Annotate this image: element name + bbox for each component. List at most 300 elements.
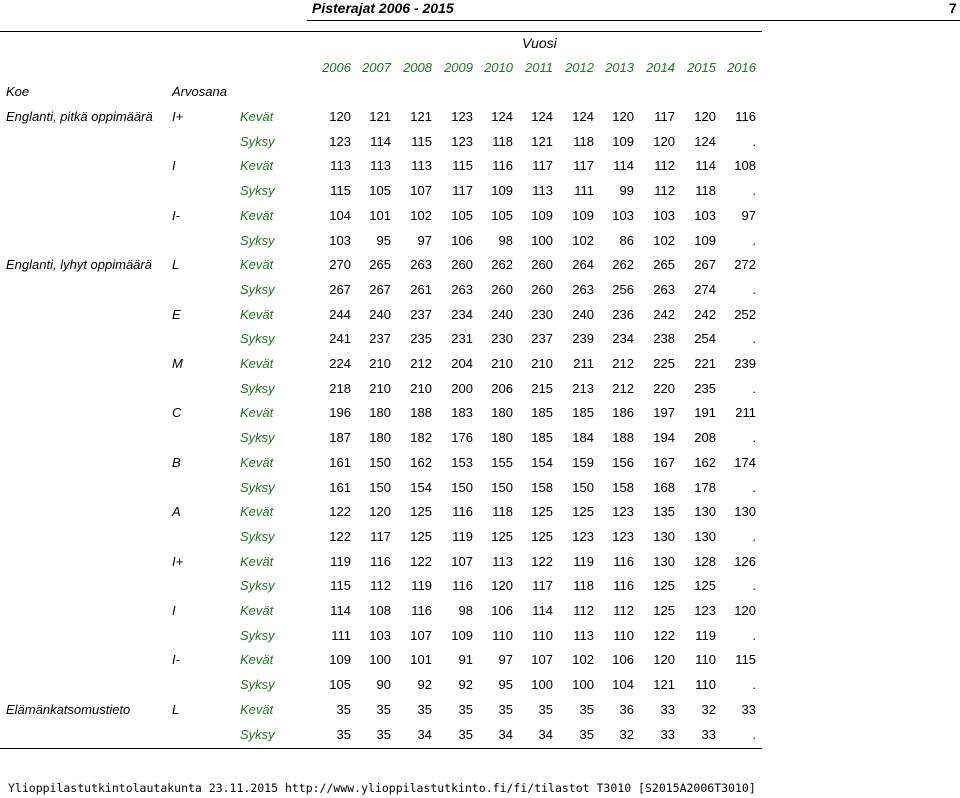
score-cell: 112 [573,603,594,618]
score-cell: 121 [653,677,675,692]
score-cell: 224 [329,356,351,371]
score-cell: 112 [370,578,391,593]
page-header-title: Pisterajat 2006 - 2015 [312,0,454,16]
grade-label: B [172,455,181,470]
year-header: 2008 [403,60,432,75]
score-cell: 125 [410,529,432,544]
score-cell: 154 [410,480,432,495]
score-cell: 237 [531,331,553,346]
score-cell: 128 [694,554,716,569]
score-cell: 115 [735,652,756,667]
score-cell: 182 [410,430,432,445]
score-cell: 116 [452,578,473,593]
score-cell: 103 [612,208,634,223]
score-cell: 92 [417,677,432,692]
score-cell: 116 [411,603,432,618]
score-cell: 95 [498,677,513,692]
score-cell: 208 [694,430,716,445]
year-header: 2010 [484,60,513,75]
score-cell: 122 [329,504,351,519]
score-cell: 118 [573,134,594,149]
score-cell: 221 [694,356,716,371]
score-cell: 101 [410,652,432,667]
score-cell: 242 [653,307,675,322]
season-label: Kevät [240,109,274,124]
score-cell: 100 [531,233,553,248]
score-cell: 161 [329,455,351,470]
score-cell: 272 [734,257,756,272]
column-header-arvosana: Arvosana [172,84,227,99]
score-cell: 124 [491,109,513,124]
score-cell: 123 [572,529,594,544]
score-cell: 150 [369,455,391,470]
season-label: Syksy [240,727,275,742]
score-cell: 120 [612,109,634,124]
year-header: 2007 [362,60,391,75]
grade-label: L [172,257,180,272]
score-cell: 110 [695,677,716,692]
score-cell: 240 [572,307,594,322]
score-cell: 86 [619,233,634,248]
score-cell: 210 [491,356,513,371]
score-cell: 120 [369,504,391,519]
year-group-label: Vuosi [522,35,557,51]
score-cell: 120 [653,134,675,149]
score-cell: 35 [579,702,594,717]
score-cell: 32 [701,702,716,717]
score-cell: 35 [498,702,513,717]
score-cell: 35 [579,727,594,742]
page-footer: Ylioppilastutkintolautakunta 23.11.2015 http://www.ylioppilastutkinto.fi/fi/tilastot T3010 [S2015A2006T3010] [8,781,756,795]
score-cell: 238 [653,331,675,346]
score-cell: 115 [411,134,432,149]
score-cell: 239 [734,356,756,371]
score-cell: 180 [491,430,513,445]
score-cell: 116 [613,578,634,593]
score-cell: 103 [329,233,351,248]
score-cell: 267 [694,257,716,272]
score-cell: 119 [573,554,594,569]
score-cell: 91 [458,652,473,667]
score-cell: 117 [452,183,473,198]
season-label: Kevät [240,405,274,420]
season-label: Kevät [240,257,274,272]
score-cell: 215 [531,381,553,396]
score-cell: 211 [735,405,756,420]
score-cell: 240 [369,307,391,322]
score-cell: . [752,480,756,495]
score-cell: 206 [491,381,513,396]
score-cell: 262 [612,257,634,272]
score-cell: 252 [734,307,756,322]
score-cell: 123 [694,603,716,618]
score-cell: 158 [531,480,553,495]
score-cell: 185 [531,430,553,445]
score-cell: 113 [532,183,553,198]
score-cell: 212 [612,381,634,396]
score-cell: 186 [612,405,634,420]
score-cell: 150 [451,480,473,495]
score-cell: 100 [531,677,553,692]
score-cell: 122 [531,554,553,569]
score-cell: 263 [572,282,594,297]
score-cell: 98 [458,603,473,618]
score-cell: 121 [410,109,432,124]
score-cell: 105 [451,208,473,223]
exam-name: Elämänkatsomustieto [6,702,131,717]
score-cell: 210 [410,381,432,396]
score-cell: 218 [329,381,351,396]
score-cell: 113 [330,158,351,173]
score-cell: 117 [573,158,594,173]
year-header: 2016 [727,60,756,75]
score-cell: 125 [531,529,553,544]
season-label: Kevät [240,307,274,322]
score-cell: 230 [491,331,513,346]
page-number: 7 [949,0,957,16]
score-cell: 115 [330,578,351,593]
score-cell: 107 [410,628,432,643]
year-header: 2013 [605,60,634,75]
year-header: 2014 [646,60,675,75]
score-cell: 106 [612,652,634,667]
score-cell: 102 [410,208,432,223]
score-cell: 261 [410,282,432,297]
season-label: Syksy [240,480,275,495]
score-cell: 130 [694,529,716,544]
score-cell: . [752,529,756,544]
score-cell: 109 [451,628,473,643]
score-cell: 118 [492,504,513,519]
score-cell: 267 [329,282,351,297]
score-cell: 35 [336,727,351,742]
score-cell: 35 [376,702,391,717]
year-header: 2011 [525,60,553,75]
season-label: Kevät [240,504,274,519]
score-cell: 120 [329,109,351,124]
season-label: Kevät [240,702,274,717]
score-cell: 111 [331,628,351,643]
grade-label: C [172,405,182,420]
year-header: 2009 [444,60,473,75]
score-cell: . [752,134,756,149]
score-cell: 130 [734,504,756,519]
season-label: Syksy [240,381,275,396]
score-cell: . [752,282,756,297]
grade-label: E [172,307,181,322]
score-cell: 123 [612,504,634,519]
score-cell: 200 [451,381,473,396]
score-cell: 197 [653,405,675,420]
grade-label: I- [172,652,180,667]
score-cell: 220 [653,381,675,396]
score-cell: 119 [695,628,716,643]
score-cell: 162 [410,455,432,470]
score-cell: 123 [329,134,351,149]
score-cell: 235 [694,381,716,396]
score-cell: 109 [612,134,634,149]
score-cell: 188 [410,405,432,420]
score-cell: 120 [491,578,513,593]
score-cell: 178 [694,480,716,495]
score-cell: 97 [417,233,432,248]
score-cell: 99 [619,183,634,198]
score-cell: 33 [701,727,716,742]
season-label: Kevät [240,208,274,223]
score-cell: 237 [369,331,391,346]
score-cell: 263 [653,282,675,297]
score-cell: 102 [653,233,675,248]
score-cell: 109 [572,208,594,223]
score-cell: 123 [612,529,634,544]
score-cell: 116 [613,554,634,569]
season-label: Syksy [240,628,275,643]
score-cell: 97 [498,652,513,667]
score-cell: 105 [329,677,351,692]
grade-label: I- [172,208,180,223]
score-cell: 122 [410,554,432,569]
score-cell: 159 [572,455,594,470]
score-cell: 114 [613,158,634,173]
score-cell: 150 [572,480,594,495]
season-label: Kevät [240,652,274,667]
score-cell: 117 [532,158,553,173]
score-cell: 183 [451,405,473,420]
score-cell: 115 [452,158,473,173]
season-label: Kevät [240,554,274,569]
score-cell: 174 [734,455,756,470]
table-bottom-rule [0,748,762,749]
score-cell: 116 [735,109,756,124]
score-cell: 244 [329,307,351,322]
score-cell: 270 [329,257,351,272]
score-cell: . [752,331,756,346]
season-label: Syksy [240,578,275,593]
score-cell: 108 [734,158,756,173]
score-cell: 225 [653,356,675,371]
score-cell: 263 [410,257,432,272]
score-cell: . [752,578,756,593]
score-cell: 34 [417,727,432,742]
score-cell: 194 [653,430,675,445]
score-cell: 114 [532,603,553,618]
score-cell: 234 [451,307,473,322]
score-cell: 180 [369,430,391,445]
score-cell: 110 [492,628,513,643]
score-cell: 35 [417,702,432,717]
score-cell: 155 [491,455,513,470]
score-cell: 33 [660,702,675,717]
score-cell: 180 [491,405,513,420]
score-cell: 124 [572,109,594,124]
season-label: Syksy [240,183,275,198]
year-header: 2015 [687,60,716,75]
score-cell: 260 [451,257,473,272]
season-label: Syksy [240,134,275,149]
score-cell: 32 [619,727,634,742]
score-cell: 109 [694,233,716,248]
column-header-koe: Koe [6,84,30,99]
score-cell: 104 [612,677,634,692]
score-cell: 123 [451,134,473,149]
grade-label: L [172,702,180,717]
score-cell: 118 [695,183,716,198]
score-cell: 212 [410,356,432,371]
score-cell: 113 [573,628,594,643]
score-cell: 125 [572,504,594,519]
score-cell: 167 [653,455,675,470]
score-cell: 235 [410,331,432,346]
score-cell: 116 [452,504,473,519]
score-cell: 210 [531,356,553,371]
score-cell: 256 [612,282,634,297]
score-cell: 264 [572,257,594,272]
score-cell: 100 [369,652,391,667]
score-cell: 124 [694,134,716,149]
score-cell: 156 [612,455,634,470]
grade-label: I [172,603,176,618]
score-cell: 34 [498,727,513,742]
score-cell: 234 [612,331,634,346]
score-cell: 102 [572,233,594,248]
score-cell: 260 [491,282,513,297]
score-cell: 196 [329,405,351,420]
score-cell: 120 [653,652,675,667]
score-cell: 33 [741,702,756,717]
score-cell: 263 [451,282,473,297]
score-cell: 176 [451,430,473,445]
score-cell: . [752,381,756,396]
score-cell: . [752,677,756,692]
grade-label: M [172,356,183,371]
score-cell: 242 [694,307,716,322]
score-cell: 106 [451,233,473,248]
score-cell: 125 [694,578,716,593]
score-cell: 115 [330,183,351,198]
score-cell: 125 [653,578,675,593]
score-cell: 35 [458,702,473,717]
score-cell: 119 [330,554,351,569]
score-cell: 109 [491,183,513,198]
score-cell: 254 [694,331,716,346]
score-cell: 187 [329,430,351,445]
score-cell: 117 [532,578,553,593]
score-cell: . [752,727,756,742]
score-cell: 108 [369,603,391,618]
score-cell: 105 [369,183,391,198]
score-cell: 116 [492,158,513,173]
score-cell: 112 [654,183,675,198]
grade-label: I+ [172,109,184,124]
score-cell: . [752,430,756,445]
score-cell: 185 [531,405,553,420]
score-cell: 204 [451,356,473,371]
season-label: Kevät [240,603,274,618]
score-cell: 121 [369,109,391,124]
score-cell: 113 [411,158,432,173]
score-cell: 110 [532,628,553,643]
score-cell: 150 [369,480,391,495]
score-cell: . [752,183,756,198]
score-cell: 97 [741,208,756,223]
score-cell: 90 [376,677,391,692]
season-label: Syksy [240,529,275,544]
score-cell: 125 [653,603,675,618]
score-cell: 110 [695,652,716,667]
score-cell: 35 [458,727,473,742]
grade-label: A [172,504,181,519]
score-cell: 118 [573,578,594,593]
score-cell: 230 [531,307,553,322]
score-cell: 240 [491,307,513,322]
score-cell: 103 [653,208,675,223]
score-cell: 109 [329,652,351,667]
score-cell: 104 [329,208,351,223]
score-cell: 185 [572,405,594,420]
score-cell: 210 [369,381,391,396]
score-cell: 92 [458,677,473,692]
score-cell: 100 [572,677,594,692]
score-cell: 35 [336,702,351,717]
season-label: Syksy [240,282,275,297]
score-cell: 123 [451,109,473,124]
score-cell: 231 [451,331,473,346]
score-cell: 260 [531,282,553,297]
score-cell: 122 [653,628,675,643]
score-cell: 168 [653,480,675,495]
score-cell: 95 [376,233,391,248]
year-header: 2012 [565,60,594,75]
season-label: Syksy [240,430,275,445]
score-cell: 158 [612,480,634,495]
score-cell: 130 [653,554,675,569]
score-cell: 154 [531,455,553,470]
score-cell: 119 [452,529,473,544]
score-cell: 188 [612,430,634,445]
score-cell: 111 [574,183,594,198]
score-cell: 105 [491,208,513,223]
score-cell: 113 [492,554,513,569]
score-cell: 267 [369,282,391,297]
score-cell: 33 [660,727,675,742]
score-cell: 210 [369,356,391,371]
score-cell: 126 [734,554,756,569]
score-cell: 153 [451,455,473,470]
score-cell: 274 [694,282,716,297]
score-cell: 107 [410,183,432,198]
score-cell: 135 [653,504,675,519]
score-cell: 106 [491,603,513,618]
grade-label: I [172,158,176,173]
season-label: Kevät [240,158,274,173]
score-cell: 161 [329,480,351,495]
score-cell: 110 [613,628,634,643]
score-cell: 120 [734,603,756,618]
score-cell: 125 [410,504,432,519]
score-cell: 236 [612,307,634,322]
score-cell: 121 [531,134,553,149]
score-cell: 35 [376,727,391,742]
score-cell: 125 [491,529,513,544]
season-label: Syksy [240,233,275,248]
score-cell: 241 [329,331,351,346]
score-cell: 130 [653,529,675,544]
score-cell: 112 [613,603,634,618]
score-cell: 239 [572,331,594,346]
score-cell: 112 [654,158,675,173]
score-cell: 150 [491,480,513,495]
score-cell: 114 [370,134,391,149]
